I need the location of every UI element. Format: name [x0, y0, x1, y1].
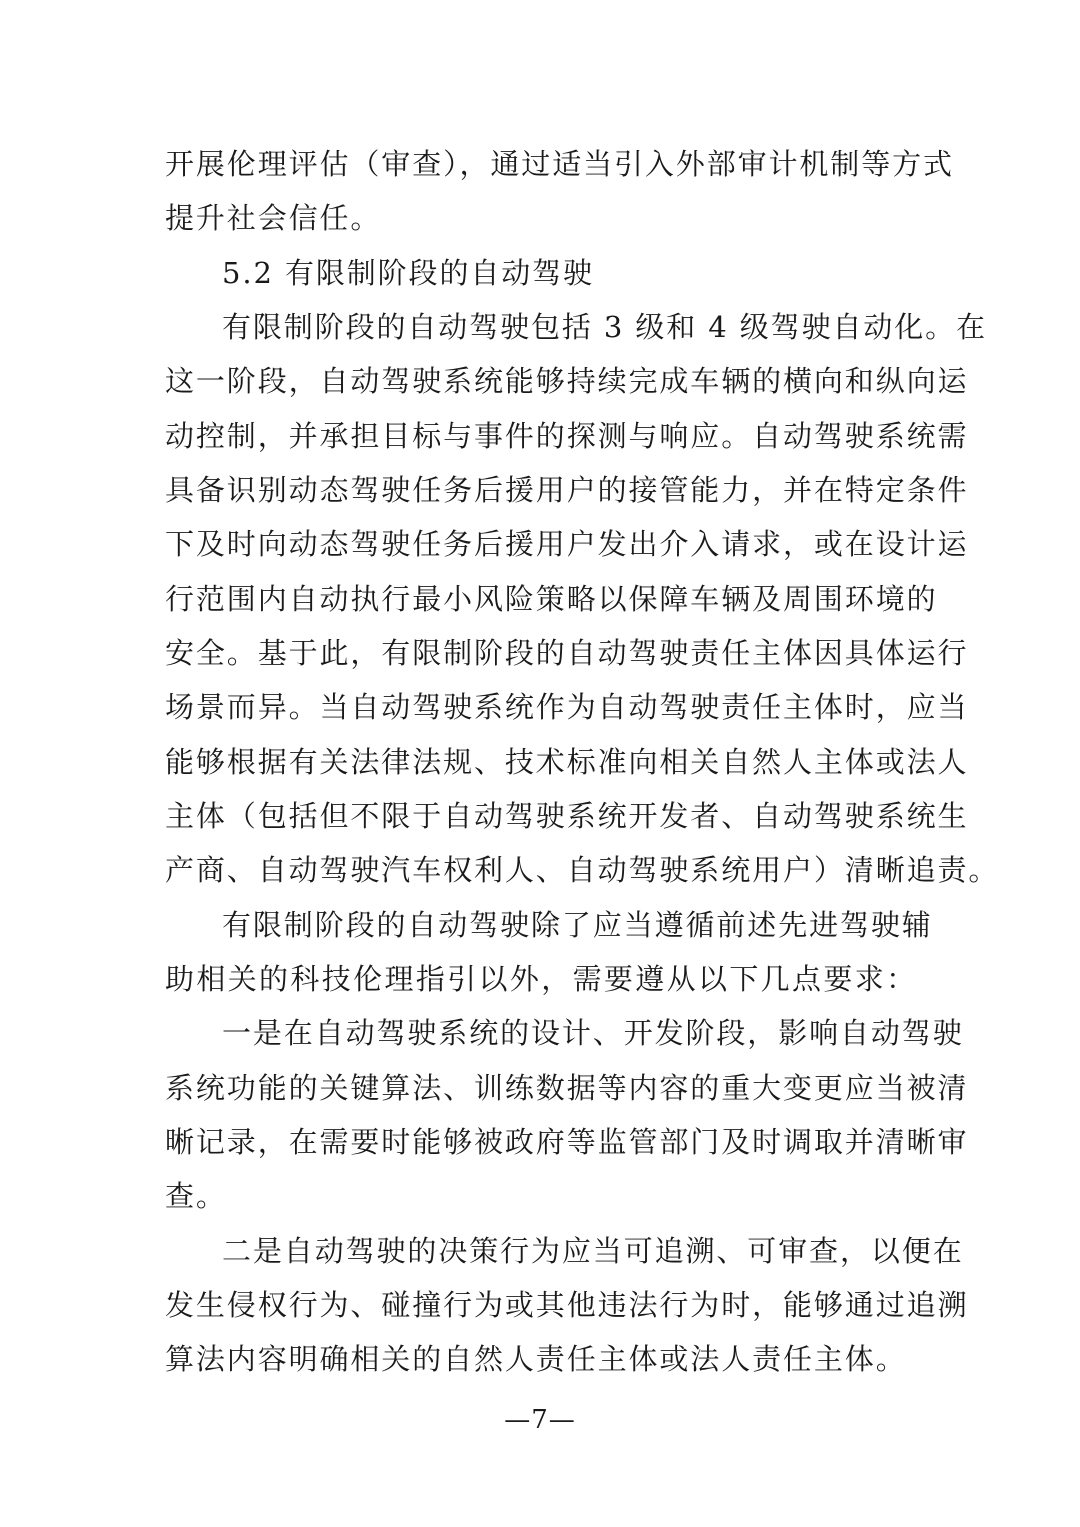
paragraph-line: 行范围内自动执行最小风险策略以保障车辆及周围环境的 [165, 582, 938, 616]
paragraph-line: 发生侵权行为、碰撞行为或其他违法行为时，能够通过追溯 [165, 1288, 969, 1322]
paragraph-line: 能够根据有关法律法规、技术标准向相关自然人主体或法人 [165, 745, 969, 779]
paragraph-line: 具备识别动态驾驶任务后援用户的接管能力，并在特定条件 [165, 473, 969, 507]
paragraph-line: 提升社会信任。 [165, 201, 382, 235]
paragraph-line: 晰记录，在需要时能够被政府等监管部门及时调取并清晰审 [165, 1125, 969, 1159]
paragraph-line: 二是自动驾驶的决策行为应当可追溯、可审查，以便在 [222, 1234, 964, 1268]
paragraph-line: 下及时向动态驾驶任务后援用户发出介入请求，或在设计运 [165, 527, 969, 561]
paragraph-line: 安全。基于此，有限制阶段的自动驾驶责任主体因具体运行 [165, 636, 969, 670]
paragraph-line: 主体（包括但不限于自动驾驶系统开发者、自动驾驶系统生 [165, 799, 969, 833]
paragraph-line: 产商、自动驾驶汽车权利人、自动驾驶系统用户）清晰追责。 [165, 853, 1000, 887]
paragraph-line: 场景而异。当自动驾驶系统作为自动驾驶责任主体时，应当 [165, 690, 969, 724]
paragraph-line: 开展伦理评估（审查），通过适当引入外部审计机制等方式 [165, 147, 954, 181]
paragraph-line: 查。 [165, 1179, 227, 1213]
paragraph-line: 一是在自动驾驶系统的设计、开发阶段，影响自动驾驶 [222, 1016, 964, 1050]
paragraph-line: 有限制阶段的自动驾驶包括 3 级和 4 级驾驶自动化。在 [222, 310, 987, 344]
paragraph-line: 这一阶段，自动驾驶系统能够持续完成车辆的横向和纵向运 [165, 364, 969, 398]
page-number: —7— [504, 1405, 576, 1435]
paragraph-line: 算法内容明确相关的自然人责任主体或法人责任主体。 [165, 1342, 907, 1376]
section-heading: 5.2 有限制阶段的自动驾驶 [222, 256, 594, 290]
paragraph-line: 助相关的科技伦理指引以外，需要遵从以下几点要求： [165, 962, 917, 996]
paragraph-line: 动控制，并承担目标与事件的探测与响应。自动驾驶系统需 [165, 419, 969, 453]
paragraph-line: 系统功能的关键算法、训练数据等内容的重大变更应当被清 [165, 1071, 969, 1105]
paragraph-line: 有限制阶段的自动驾驶除了应当遵循前述先进驾驶辅 [222, 908, 933, 942]
